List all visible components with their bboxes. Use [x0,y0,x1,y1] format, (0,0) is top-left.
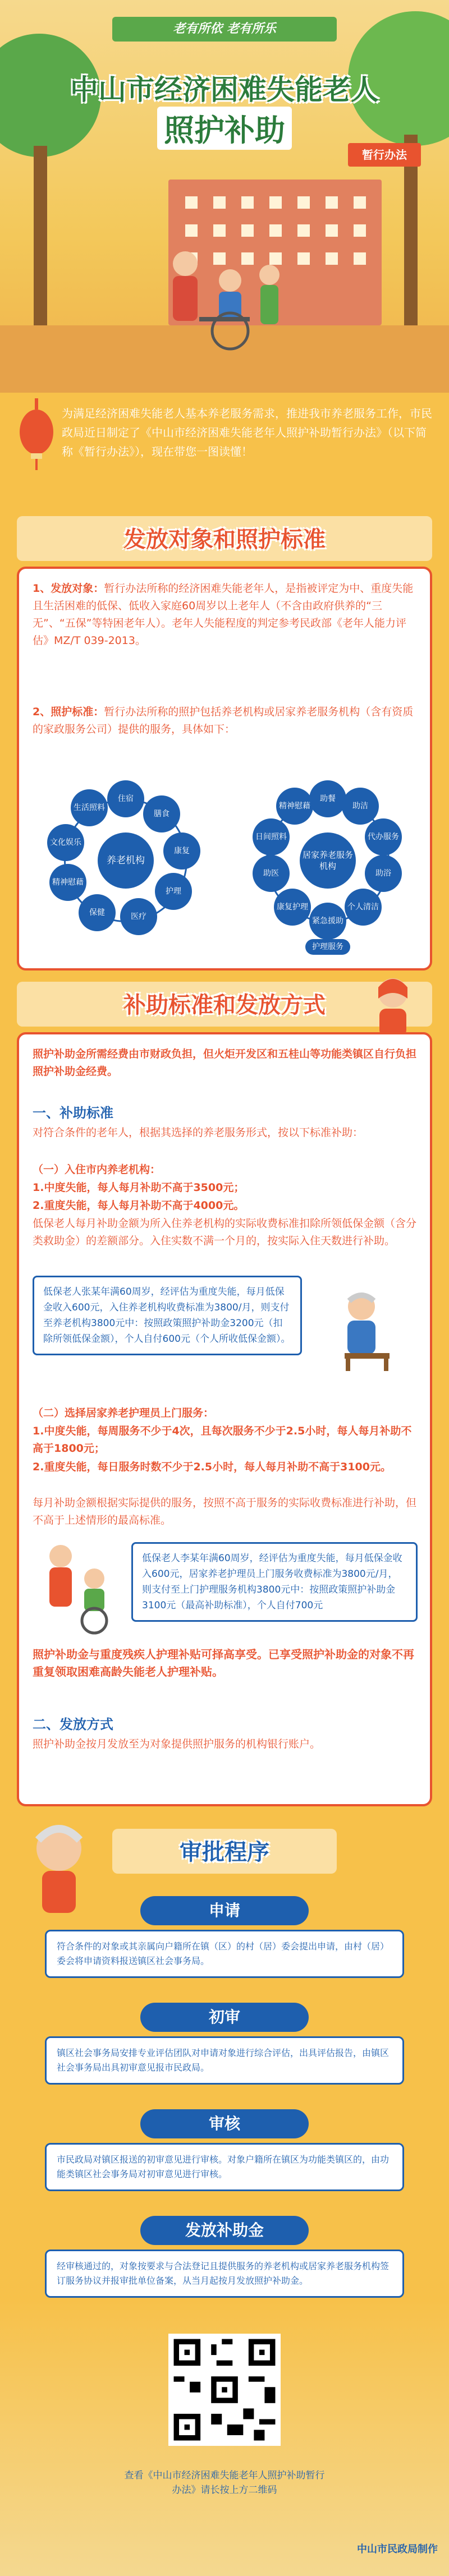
section-title-3: 审批程序 [180,1839,269,1865]
page-title-line1: 中山市经济困难失能老人 [70,73,379,106]
intro-text: 为满足经济困难失能老人基本养老服务需求，推进我市养老服务工作，市民政局近日制定了《中山市经济困难失能老年人照护补助暂行办法》（以下简称《暂行办法》），现在带您一图读懂！ [62,407,432,458]
diagram-extra-node-row [232,939,423,956]
step-preliminary-heading: 初审 [140,2003,309,2032]
caregiver-wheelchair-illustration [33,1539,122,1635]
diagram-node: 个人清洁 [345,889,382,926]
care-standard-paragraph [33,703,420,738]
diagram-node: 保健 [79,894,116,931]
lantern-icon [17,398,56,471]
qr-caption: 查看《中山市经济困难失能老年人照护补助暂行办法》请长按上方二维码 [124,2470,325,2496]
care-standard-label: 2、照护标准： [33,706,104,718]
hero-banner [0,0,449,393]
diagram-node: 日间照料 [253,818,290,855]
diagram-node: 助浴 [365,855,402,892]
institution-moderate: 1.中度失能，每人每月补助不高于3500元； [33,1181,245,1194]
step-payment-heading: 发放补助金 [140,2216,309,2245]
diagram-node: 助医 [253,855,290,892]
home-care-heading: （二）选择居家养老护理员上门服务： [33,1407,214,1419]
diagram-node: 代办服务 [365,818,402,855]
step-apply-body: 符合条件的对象或其亲属向户籍所在镇（区）的村（居）委会提出申请，由村（居）委会将申请资料报送镇区社会事务局。 [45,1930,404,1978]
step-review-heading: 审核 [140,2109,309,2138]
payment-method-heading: 二、发放方式 [33,1717,113,1732]
section-title-1: 发放对象和照护标准 [123,527,326,553]
thinking-woman-illustration [359,970,427,1038]
section1-card [17,567,432,970]
home-care-moderate: 1.中度失能，每周服务不少于4次，且每次服务不少于2.5小时，每人每月补助不高于1800元； [33,1425,412,1455]
subsidy-standard-heading: 一、补助标准 [33,1105,113,1121]
home-care-note: 每月补助金额根据实际提供的服务，按照不高于服务的实际收费标准进行补助，但不高于上述情形的最高标准。 [33,1497,417,1526]
diagram-node: 助餐 [309,780,346,817]
tree-trunk [34,146,47,325]
section-title-2: 补助标准和发放方式 [123,992,326,1018]
institution-severe: 2.重度失能，每人每月补助不高于4000元。 [33,1199,245,1212]
example-box-2: 低保老人李某年满60周岁，经评估为重度失能，每月低保金收入600元，居家养老护理员上门服务收费标准为3800元/月，则支付至上门护理服务机构3800元中：按照政策照护补助金3100元（最高补助标准），个人自付700元 [131,1542,418,1622]
elderly-with-caregiver-illustration [146,241,292,353]
eligibility-label: 1、发放对象： [33,582,104,595]
step-payment-body: 经审核通过的，对象按要求与合法登记且提供服务的养老机构或居家养老服务机构签订服务协议并报审批单位备案，从当月起按月发放照护补助金。 [45,2250,404,2298]
funding-lead: 照护补助金所需经费由市财政负担，但火炬开发区和五桂山等功能类镇区自行负担照护补助金经费。 [33,1048,417,1078]
slogan-ribbon: 老有所依 老有所乐 [112,17,337,42]
care-standard-text: 暂行办法所称的照护包括养老机构或居家养老服务机构（含有资质的家政服务公司）提供的服务，具体如下： [33,706,414,735]
institution-services-diagram [30,765,221,956]
diagram-node: 生活照料 [71,789,108,826]
step-review-body: 市民政局对镇区报送的初审意见进行审核。对象户籍所在镇区为功能类镇区的，由功能类镇区社会事务局对初审意见进行审核。 [45,2143,404,2191]
diagram-hub: 居家养老服务机构 [300,832,356,889]
diagram-node: 护理 [155,873,192,910]
page-title-line2-text: 照护补助 [157,107,292,150]
section2-card [17,1032,432,1806]
diagram-node: 膳食 [143,795,180,832]
eligibility-paragraph [33,580,420,650]
diagram-node: 住宿 [107,780,144,817]
subsidy-standard-text: 对符合条件的老年人，根据其选择的养老服务形式，按以下标准补助： [33,1126,364,1139]
home-care-services-diagram [232,765,423,956]
diagram-node: 精神慰藉 [276,788,313,825]
seated-elderly-illustration [322,1287,412,1371]
example-box-1: 低保老人张某年满60周岁，经评估为重度失能，每月低保金收入600元，入住养老机构收费标准为3800/月，则支付至养老机构3800元中：按照政策照护补助金3200元（扣除所领低保金额），个人自付600元（个人所收低保金额）。 [33,1276,302,1355]
diagram-node: 助洁 [342,788,379,825]
diagram-node: 康复 [163,832,200,870]
diagram-hub: 养老机构 [98,832,154,889]
payment-method-text: 照护补助金按月发放至为对象提供照护服务的机构银行账户。 [33,1738,321,1750]
subsidy-warning: 照护补助金与重度残疾人护理补贴可择高享受。已享受照护补助金的对象不再重复领取困难高龄失能老人护理补贴。 [33,1648,414,1678]
diagram-node: 护理服务 [305,939,350,955]
step-preliminary-body: 镇区社会事务局安排专业评估团队对申请对象进行综合评估，出具评估报告，由镇区社会事务局出具初审意见报市民政局。 [45,2036,404,2085]
diagram-node: 康复护理 [274,889,311,926]
step-apply-heading: 申请 [140,1896,309,1925]
tag-badge: 暂行办法 [348,143,421,167]
home-care-severe: 2.重度失能，每日服务时数不少于2.5小时，每人每月补助不高于3100元。 [33,1461,391,1473]
institution-heading: （一）入住市内养老机构： [33,1163,161,1176]
diagram-node: 精神慰藉 [49,864,86,901]
diagram-node: 紧急援助 [309,903,346,940]
institution-note: 低保老人每月补助金额为所入住养老机构的实际收费标准扣除所领低保金额（含分类救助金）的差额部分。入住实数不满一个月的，按实际入住天数进行补助。 [33,1217,417,1247]
publisher-signature: 中山市民政局制作 [357,2543,438,2555]
eligibility-text: 暂行办法所称的经济困难失能老年人，是指被评定为中、重度失能且生活困难的低保、低收入家庭60周岁以上老年人（不含由政府供养的“三无”、“五保”等特困老年人）。老年人失能程度的判定参考民政部《老年人能力评估》MZ/T 039-2013。 [33,582,414,647]
qr-code[interactable] [168,2334,281,2446]
diagram-node: 文化娱乐 [47,824,84,861]
diagram-node: 医疗 [120,898,157,935]
